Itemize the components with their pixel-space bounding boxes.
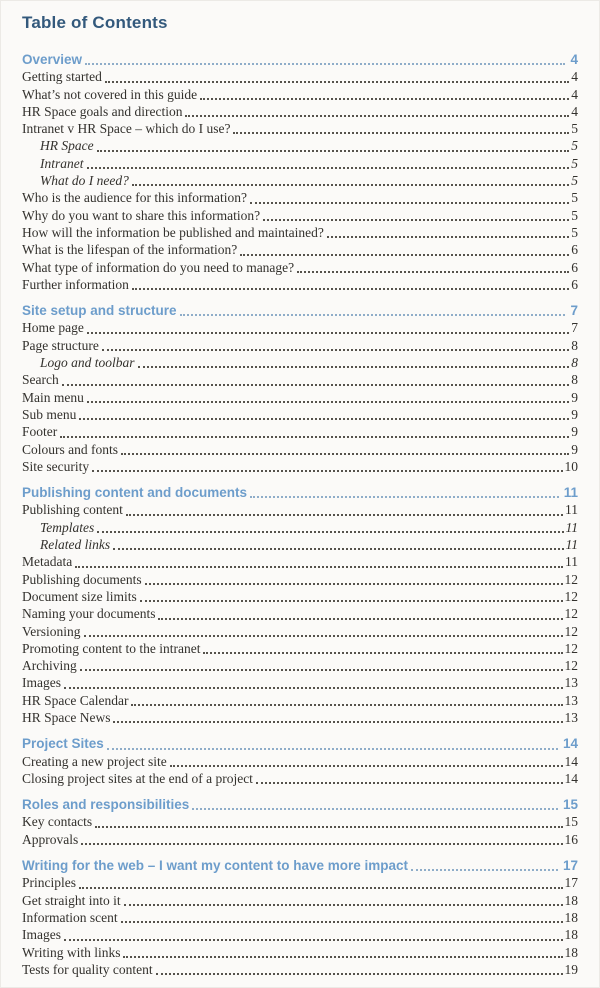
toc-entry [22, 207, 578, 224]
dot-leader [250, 496, 559, 498]
dot-leader [85, 63, 565, 65]
toc-entry-label: How will the information be published and maintained? [22, 224, 324, 240]
page-title: Table of Contents [22, 13, 168, 32]
dot-leader [62, 384, 570, 386]
toc-entry [22, 441, 578, 458]
dot-leader [140, 600, 563, 602]
toc-entry-page-number: 12 [564, 606, 578, 622]
dot-leader [240, 254, 569, 256]
dot-leader [95, 826, 562, 828]
toc-entry-page-number: 11 [565, 554, 578, 570]
toc-entry [22, 926, 578, 943]
toc-entry-page-number: 6 [571, 259, 578, 275]
toc-entry-label: Tests for quality content [22, 961, 153, 977]
toc-heading-page-number: 17 [562, 858, 578, 874]
toc-entry-page-number: 9 [571, 441, 578, 457]
toc-entry-page-number: 19 [564, 961, 578, 977]
dot-leader [113, 548, 563, 550]
toc-entry [22, 276, 578, 293]
toc-entry-label: Home page [22, 320, 84, 336]
toc-entry [22, 753, 578, 770]
dot-leader [327, 236, 569, 238]
toc-entry-page-number: 18 [564, 892, 578, 908]
dot-leader [156, 973, 563, 975]
toc-entry-label: Logo and toolbar [40, 355, 135, 371]
toc-entry-label: Information scent [22, 909, 118, 925]
dot-leader [233, 132, 569, 134]
toc-entry-label: What’s not covered in this guide [22, 86, 198, 102]
toc-heading [22, 302, 578, 319]
toc-entry-label: What do I need? [40, 173, 129, 189]
toc-entry [22, 961, 578, 978]
toc-entry-page-number: 8 [571, 337, 578, 353]
toc-entry-label: HR Space News [22, 709, 111, 725]
dot-leader [81, 843, 562, 845]
toc-entry-label: Intranet [40, 155, 84, 171]
toc-entry-page-number: 13 [564, 675, 578, 691]
toc-entry-page-number: 9 [571, 406, 578, 422]
toc-entry-label: Key contacts [22, 814, 93, 830]
dot-leader [107, 748, 558, 750]
dot-leader [75, 566, 563, 568]
toc-entry [22, 354, 578, 371]
toc-entry [22, 371, 578, 388]
toc-entry [22, 501, 578, 518]
dot-leader [97, 531, 563, 533]
toc-entry-page-number: 16 [564, 831, 578, 847]
toc-entry-page-number: 11 [565, 502, 578, 518]
dot-leader [138, 366, 570, 368]
toc-entry [22, 241, 578, 258]
toc-entry-label: Approvals [22, 831, 79, 847]
toc-entry [22, 831, 578, 848]
toc-heading-label: Writing for the web – I want my content to have more impact [22, 858, 409, 874]
toc-entry-page-number: 18 [564, 909, 578, 925]
toc-entry-page-number: 5 [571, 121, 578, 137]
toc-entry [22, 536, 578, 553]
toc-entry-label: Writing with links [22, 944, 121, 960]
toc-entry-label: Search [22, 372, 59, 388]
toc-entry-page-number: 5 [571, 207, 578, 223]
toc-entry-label: Intranet v HR Space – which do I use? [22, 121, 231, 137]
toc-entry-page-number: 9 [571, 389, 578, 405]
toc-entry [22, 770, 578, 787]
dot-leader [200, 98, 569, 100]
toc-entry-label: Who is the audience for this information? [22, 190, 247, 206]
toc-entry-label: Sub menu [22, 406, 77, 422]
toc-entry-label: Promoting content to the intranet [22, 640, 201, 656]
toc-entry-label: Why do you want to share this information? [22, 207, 261, 223]
toc-entry-label: Images [22, 675, 61, 691]
dot-leader [123, 956, 562, 958]
toc-heading-page-number: 4 [570, 52, 578, 67]
dot-leader [250, 202, 569, 204]
toc-entry-page-number: 18 [564, 927, 578, 943]
toc-entry [22, 588, 578, 605]
toc-entry [22, 944, 578, 961]
toc-entry [22, 874, 578, 891]
toc-entry-label: What is the lifespan of the information? [22, 242, 238, 258]
toc-entry [22, 553, 578, 570]
toc-entry [22, 319, 578, 336]
dot-leader [131, 704, 562, 706]
toc-entry-page-number: 15 [564, 814, 578, 830]
dot-leader [297, 271, 569, 273]
dot-leader [80, 669, 563, 671]
dot-leader [60, 436, 569, 438]
toc-entry [22, 86, 578, 103]
dot-leader [192, 808, 558, 810]
dot-leader [121, 453, 569, 455]
toc-entry-page-number: 8 [571, 355, 578, 371]
toc-entry-label: Closing project sites at the end of a project [22, 770, 253, 786]
toc-entry-page-number: 5 [571, 190, 578, 206]
toc-entry [22, 605, 578, 622]
toc-entry [22, 172, 578, 189]
dot-leader [87, 167, 570, 169]
toc-entry-label: Naming your documents [22, 606, 156, 622]
toc-entry [22, 640, 578, 657]
toc-entry [22, 189, 578, 206]
dot-leader [126, 514, 563, 516]
dot-leader [64, 939, 563, 941]
toc-entry [22, 259, 578, 276]
toc-entry [22, 423, 578, 440]
dot-leader [84, 635, 563, 637]
toc-entry-label: Publishing content [22, 502, 123, 518]
toc-entry-page-number: 10 [564, 458, 578, 474]
toc-entry-label: Footer [22, 424, 58, 440]
dot-leader [145, 583, 563, 585]
toc-entry-page-number: 11 [565, 519, 578, 535]
toc-entry-label: HR Space [40, 138, 94, 154]
toc-entry-page-number: 13 [564, 709, 578, 725]
toc-entry-page-number: 6 [571, 242, 578, 258]
toc-heading [22, 735, 578, 752]
toc-heading-page-number: 14 [562, 736, 578, 752]
toc-entry-label: Principles [22, 875, 76, 891]
toc-entry [22, 155, 578, 172]
toc-entry-page-number: 12 [564, 658, 578, 674]
toc-heading [22, 796, 578, 813]
toc-entry-page-number: 14 [564, 753, 578, 769]
toc-entry-label: Related links [40, 537, 111, 553]
toc-entry [22, 103, 578, 120]
dot-leader [170, 765, 563, 767]
dot-leader [121, 921, 563, 923]
toc-entry-label: What type of information do you need to manage? [22, 259, 295, 275]
toc-entry [22, 224, 578, 241]
toc-entry-page-number: 18 [564, 944, 578, 960]
toc-heading [22, 51, 578, 68]
dot-leader [185, 115, 569, 117]
toc-entry-page-number: 8 [571, 372, 578, 388]
toc-entry-page-number: 4 [571, 86, 578, 102]
toc-entry [22, 674, 578, 691]
toc-entry-page-number: 13 [564, 692, 578, 708]
dot-leader [97, 150, 570, 152]
toc-entry [22, 623, 578, 640]
dot-leader [158, 618, 562, 620]
toc-entry-label: Main menu [22, 389, 84, 405]
toc-entry-label: Images [22, 927, 61, 943]
toc-heading-page-number: 15 [562, 797, 578, 813]
toc-entry-label: Archiving [22, 658, 77, 674]
toc-heading-label: Project Sites [22, 736, 104, 752]
dot-leader [64, 687, 563, 689]
toc-entry-page-number: 12 [564, 640, 578, 656]
toc-entry [22, 519, 578, 536]
dot-leader [203, 652, 562, 654]
toc-heading-page-number: 11 [563, 485, 578, 501]
toc-entry-page-number: 12 [564, 588, 578, 604]
toc-entry-page-number: 11 [565, 537, 578, 553]
toc-entry [22, 813, 578, 830]
dot-leader [124, 904, 563, 906]
toc-entry-label: Metadata [22, 554, 73, 570]
toc-entry-page-number: 9 [571, 424, 578, 440]
toc-heading [22, 484, 578, 501]
toc-entry-page-number: 4 [571, 103, 578, 119]
toc-heading-label: Site setup and structure [22, 303, 177, 319]
dot-leader [87, 332, 569, 334]
toc-heading-page-number: 7 [570, 303, 578, 319]
dot-leader [102, 349, 569, 351]
toc-heading-label: Roles and responsibilities [22, 797, 190, 813]
toc-entry-label: Colours and fonts [22, 441, 118, 457]
dot-leader [79, 418, 569, 420]
toc-entry-label: HR Space Calendar [22, 692, 129, 708]
dot-leader [113, 721, 562, 723]
toc-entry [22, 458, 578, 475]
toc-entry-label: Page structure [22, 337, 99, 353]
toc-entry [22, 909, 578, 926]
toc-entry-label: Further information [22, 276, 129, 292]
toc-entry-page-number: 12 [564, 571, 578, 587]
toc-entry [22, 337, 578, 354]
toc-entry-label: Versioning [22, 623, 81, 639]
toc-entry-label: Get straight into it [22, 892, 121, 908]
dot-leader [132, 184, 569, 186]
dot-leader [132, 288, 569, 290]
toc-entry [22, 709, 578, 726]
toc-entry-page-number: 6 [571, 276, 578, 292]
toc-entry-page-number: 12 [564, 623, 578, 639]
dot-leader [256, 782, 563, 784]
toc-entry [22, 571, 578, 588]
toc-entry-label: Publishing documents [22, 571, 142, 587]
dot-leader [180, 314, 566, 316]
table-of-contents [22, 51, 578, 978]
toc-heading-label: Overview [22, 52, 83, 67]
toc-entry-page-number: 4 [571, 69, 578, 85]
toc-entry-page-number: 5 [571, 224, 578, 240]
toc-entry [22, 892, 578, 909]
toc-entry [22, 120, 578, 137]
toc-entry [22, 68, 578, 85]
toc-entry-page-number: 5 [571, 138, 578, 154]
toc-entry-page-number: 7 [571, 320, 578, 336]
toc-entry-page-number: 14 [564, 770, 578, 786]
toc-heading-label: Publishing content and documents [22, 485, 248, 501]
toc-entry-page-number: 5 [571, 173, 578, 189]
dot-leader [87, 401, 569, 403]
toc-entry-label: Getting started [22, 69, 102, 85]
dot-leader [263, 219, 569, 221]
toc-entry-label: Templates [40, 519, 95, 535]
dot-leader [411, 869, 558, 871]
toc-heading [22, 857, 578, 874]
toc-entry-page-number: 17 [564, 875, 578, 891]
toc-entry-label: HR Space goals and direction [22, 103, 183, 119]
toc-entry [22, 137, 578, 154]
toc-entry [22, 389, 578, 406]
dot-leader [79, 887, 563, 889]
toc-entry-page-number: 5 [571, 155, 578, 171]
toc-entry-label: Site security [22, 458, 90, 474]
toc-entry [22, 406, 578, 423]
toc-entry-label: Creating a new project site [22, 753, 167, 769]
toc-entry [22, 657, 578, 674]
dot-leader [105, 81, 569, 83]
dot-leader [92, 470, 562, 472]
toc-entry [22, 692, 578, 709]
toc-entry-label: Document size limits [22, 588, 137, 604]
